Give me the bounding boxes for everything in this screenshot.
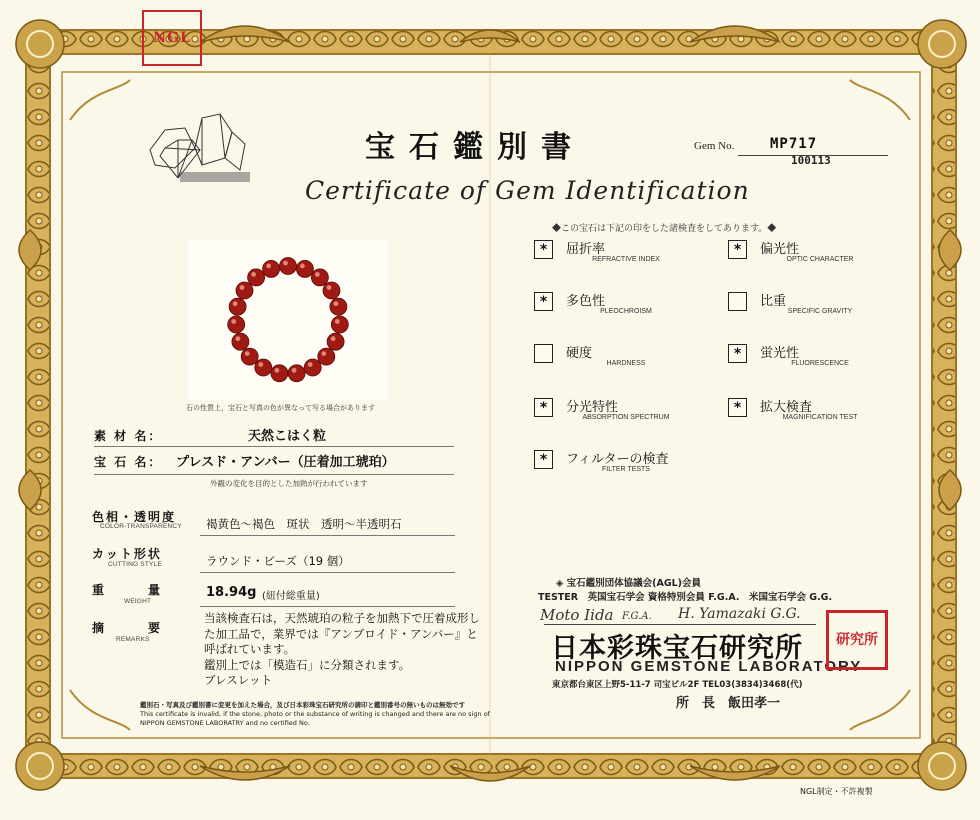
footer-note-en-2: NIPPON GEMSTONE LABORATRY and no certified No. (140, 719, 310, 727)
bracelet-bead (304, 359, 321, 376)
bracelet-bead (228, 316, 245, 333)
bracelet-bead (331, 316, 348, 333)
association-text: 宝石鑑別団体協議会(AGL)会員 (566, 578, 702, 589)
association (556, 575, 701, 589)
bracelet-bead (323, 282, 340, 299)
remarks-label-en: REMARKS (116, 636, 150, 643)
test-fluorescence-en: FLUORESCENCE (791, 360, 849, 367)
lab-name-jp: 日本彩珠宝石研究所 (551, 633, 803, 664)
bracelet-bead (248, 269, 265, 286)
checkbox-optic-character: * (728, 240, 747, 259)
test-specific-gravity-en: SPECIFIC GRAVITY (787, 308, 853, 315)
weight-value: 18.94g (206, 585, 257, 600)
bead-highlight (315, 272, 320, 277)
serial-number: 100113 (791, 154, 831, 167)
test-absorption-spectrum-en: ABSORPTION SPECTRUM (582, 414, 670, 421)
crystal-illustration (140, 110, 250, 184)
bracelet-bead (263, 260, 280, 277)
bead-highlight (327, 285, 332, 290)
bead-highlight (231, 319, 236, 324)
bracelet-bead (327, 333, 344, 350)
bead-highlight (245, 351, 250, 356)
test-filter-tests-jp: フィルターの検査 (566, 452, 669, 467)
bracelet-image (188, 240, 388, 400)
test-fluorescence-jp: 蛍光性 (760, 346, 800, 361)
bracelet-bead (255, 359, 272, 376)
photo-note: 石の性質上，宝石と写真の色が異なって写る場合があります (186, 405, 375, 412)
test-hardness-en: HARDNESS (606, 360, 646, 367)
bead-highlight (258, 362, 263, 367)
lab-name-en: NIPPON GEMSTONE LABORATORY (555, 658, 863, 675)
cut-label-en: CUTTING STYLE (108, 561, 162, 568)
bead-highlight (236, 336, 241, 341)
remarks-line: 当該検査石は，天然琥珀の粒子を加熱下で圧着成形し (204, 611, 480, 625)
gem-no-label: Gem No. (694, 140, 735, 152)
test-magnification-test-en: MAGNIFICATION TEST (782, 414, 858, 421)
checkbox-fluorescence: * (728, 344, 747, 363)
bracelet-bead (330, 298, 347, 315)
color-value: 褐黄色～褐色 斑状 透明～半透明石 (206, 517, 402, 531)
lab-director: 所 長 飯田孝一 (676, 696, 781, 711)
remarks-line: た加工品で，業界では『アンブロイド・アンバー』と (204, 626, 478, 641)
test-magnification-test-jp: 拡大検査 (760, 400, 813, 415)
lab-address: 東京都台東区上野5-11-7 司宝ビル2F TEL03(3834)3468(代) (552, 680, 803, 690)
bead-highlight (335, 319, 340, 324)
test-pleochroism-jp: 多色性 (566, 294, 606, 309)
bead-highlight (266, 264, 271, 269)
test-pleochroism-en: PLEOCHROISM (600, 308, 652, 315)
signature-left: Moto Iida (540, 606, 614, 624)
test-refractive-index-jp: 屈折率 (566, 242, 606, 257)
gem-name-value: プレスド・アンバー（圧着加工琥珀） (176, 455, 395, 470)
lab-seal-text: 研究所 (836, 632, 878, 648)
bracelet-bead (280, 258, 297, 275)
weight-note: (紐付総重量) (262, 591, 320, 602)
remarks-text (204, 611, 504, 689)
lab-seal (826, 610, 888, 670)
cut-value: ラウンド・ビーズ（19 個） (206, 554, 350, 568)
remarks-line: ブレスレット (204, 673, 273, 687)
bracelet-bead (318, 348, 335, 365)
bead-highlight (331, 336, 336, 341)
bead-highlight (240, 285, 245, 290)
bead-highlight (292, 368, 297, 373)
checkbox-filter-tests: * (534, 450, 553, 469)
title-jp: 宝石鑑別書 (365, 130, 585, 165)
signature-right: H. Yamazaki G.G. (678, 606, 801, 622)
color-label: 色相・透明度 (92, 510, 177, 524)
checkbox-hardness (534, 344, 553, 363)
tester-line: TESTER 英国宝石学会 資格特別会員 F.G.A. 米国宝石学会 G.G. (538, 592, 833, 603)
test-absorption-spectrum-jp: 分光特性 (566, 400, 619, 415)
bead-highlight (321, 351, 326, 356)
treatment-note: 外観の変化を目的とした加熱が行われています (210, 479, 368, 488)
checkbox-absorption-spectrum: * (534, 398, 553, 417)
title-en: Certificate of Gem Identification (305, 176, 750, 205)
footer-note-jp: 鑑別石・写真及び鑑別書に変更を加えた場合，及び日本彩珠宝石研究所の請印と鑑別番号の無いものは無効です (140, 701, 465, 709)
checkbox-refractive-index: * (534, 240, 553, 259)
remarks-line: 呼ばれています。 (204, 642, 296, 656)
checkbox-specific-gravity (728, 292, 747, 311)
bracelet-bead (296, 260, 313, 277)
bracelet-bead (229, 298, 246, 315)
bead-highlight (275, 368, 280, 373)
gem-no-value: MP717 (770, 136, 818, 152)
test-hardness-jp: 硬度 (566, 346, 593, 361)
bead-highlight (308, 362, 313, 367)
bracelet-bead (232, 333, 249, 350)
ngl-note: NGL制定・不許複製 (800, 787, 873, 796)
bracelet-bead (241, 348, 258, 365)
test-optic-character-jp: 偏光性 (760, 242, 800, 257)
top-left-seal (142, 10, 202, 66)
bead-highlight (300, 264, 305, 269)
cut-label: カット形状 (92, 547, 162, 561)
checkbox-pleochroism: * (534, 292, 553, 311)
bracelet-bead (288, 365, 305, 382)
gem-name-label: 宝 石 名： (94, 455, 163, 469)
top-left-seal-text: NGL (153, 30, 191, 46)
material-value: 天然こはく粒 (248, 429, 327, 444)
weight-label: 重 量 (92, 583, 163, 597)
remarks-line: 鑑別上では「模造石」に分類されます。 (204, 657, 411, 672)
test-optic-character-en: OPTIC CHARACTER (786, 256, 854, 263)
checkbox-magnification-test: * (728, 398, 747, 417)
association-logo-icon: ◈ (556, 578, 567, 589)
signature-mid: F.G.A. (622, 611, 652, 622)
weight-label-en: WEIGHT (124, 598, 152, 605)
bracelet-bead (271, 365, 288, 382)
gem-photo (188, 240, 388, 400)
test-specific-gravity-jp: 比重 (760, 294, 787, 309)
bead-highlight (283, 261, 288, 266)
test-filter-tests-en: FILTER TESTS (602, 466, 650, 473)
material-label: 素 材 名： (94, 429, 163, 443)
bracelet-bead (236, 282, 253, 299)
tests-header: ◆この宝石は下記の印をした諸検査をしてあります。◆ (552, 223, 777, 233)
color-label-en: COLOR-TRANSPARENCY (100, 523, 182, 530)
bead-highlight (251, 272, 256, 277)
bead-highlight (233, 301, 238, 306)
bead-highlight (334, 301, 339, 306)
remarks-label: 摘 要 (92, 621, 163, 635)
bracelet-bead (311, 269, 328, 286)
footer-note-en-1: This certificate is invalid, if the stone, photo or the substance of writing is changed and there are no sign of (140, 710, 490, 718)
test-refractive-index-en: REFRACTIVE INDEX (592, 256, 660, 263)
